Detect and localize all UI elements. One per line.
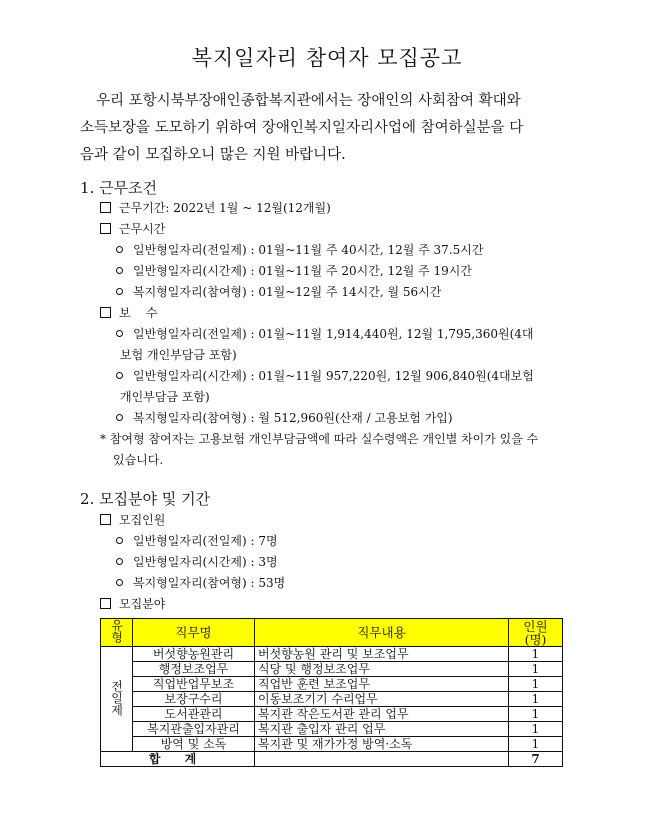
checkbox-square-icon xyxy=(100,202,111,213)
pay-label xyxy=(100,304,157,321)
bullet-circle-icon xyxy=(116,246,123,253)
bullet-circle-icon xyxy=(116,267,123,274)
recruit-item xyxy=(116,532,278,549)
pay-item-text: 일반형일자리(전일제) : 01월~11월 1,914,440원, 12월 1,795,360원(4대 xyxy=(133,327,534,341)
page-title: 복지일자리 참여자 모집공고 xyxy=(191,46,463,70)
bullet-circle-icon xyxy=(116,579,123,586)
job-cell: 행정보조업무 xyxy=(133,662,255,677)
checkbox-square-icon xyxy=(100,514,111,525)
field-label-text: 모집분야 xyxy=(119,597,166,611)
bullet-circle-icon xyxy=(116,558,123,565)
total-label xyxy=(101,752,255,767)
field-label xyxy=(100,595,165,612)
recruit-label-text: 모집인원 xyxy=(119,513,166,527)
type-cell-text: 전일제 xyxy=(109,679,124,716)
content-cell: 식당 및 행정보조업무 xyxy=(255,662,509,677)
job-cell: 도서관관리 xyxy=(133,707,255,722)
content-cell: 복지관 출입자 관리 업무 xyxy=(255,722,509,737)
job-cell: 보장구수리 xyxy=(133,692,255,707)
hours-item xyxy=(116,241,483,258)
intro-line-3: 음과 같이 모집하오니 많은 지원 바랍니다. xyxy=(80,147,346,163)
table-header-row xyxy=(101,619,563,647)
pay-item-text: 일반형일자리(시간제) : 01월~11월 957,220원, 12월 906,840원(4대보험 xyxy=(133,369,534,383)
bullet-circle-icon xyxy=(116,372,123,379)
hours-item-text: 일반형일자리(시간제) : 01월~11월 주 20시간, 12월 주 19시간 xyxy=(133,264,472,278)
table-row xyxy=(101,647,563,662)
work-period xyxy=(100,199,331,216)
section-1-heading: 1. 근무조건 xyxy=(80,179,158,197)
table-row xyxy=(101,677,563,692)
recruit-item xyxy=(116,553,278,570)
header-count-text: 인원(명) xyxy=(523,618,548,647)
pay-item-continuation: 보험 개인부담금 포함) xyxy=(120,348,237,362)
job-cell: 복지관출입자관리 xyxy=(133,722,255,737)
recruit-item-text: 일반형일자리(시간제) : 3명 xyxy=(133,555,278,569)
intro-line-2: 소득보장을 도모하기 위하여 장애인복지일자리사업에 참여하실분을 다 xyxy=(80,120,524,136)
hours-item-text: 일반형일자리(전일제) : 01월~11월 주 40시간, 12월 주 37.5시간 xyxy=(133,243,484,257)
pay-item xyxy=(116,367,534,384)
pay-item xyxy=(116,325,534,342)
header-type xyxy=(101,619,133,647)
hours-item xyxy=(116,283,441,300)
content-cell: 이동보조기기 수리업무 xyxy=(255,692,509,707)
total-label-text: 합 계 xyxy=(148,752,207,766)
bullet-circle-icon xyxy=(116,414,123,421)
header-count xyxy=(509,619,563,647)
table-row xyxy=(101,707,563,722)
hours-item xyxy=(116,262,472,279)
bullet-circle-icon xyxy=(116,537,123,544)
recruit-item-text: 복지형일자리(참여형) : 53명 xyxy=(133,576,286,590)
content-cell: 복지관 작은도서관 관리 업무 xyxy=(255,707,509,722)
recruit-item-text: 일반형일자리(전일제) : 7명 xyxy=(133,534,278,548)
count-cell: 1 xyxy=(509,677,563,692)
content-cell: 버섯향농원 관리 및 보조업무 xyxy=(255,647,509,662)
checkbox-square-icon xyxy=(100,307,111,318)
job-cell: 직업반업무보조 xyxy=(133,677,255,692)
checkbox-square-icon xyxy=(100,598,111,609)
table-total-row xyxy=(101,752,563,767)
total-empty-cell xyxy=(255,752,509,767)
count-cell: 1 xyxy=(509,662,563,677)
count-cell: 1 xyxy=(509,707,563,722)
job-cell: 방역 및 소독 xyxy=(133,737,255,752)
pay-item xyxy=(116,409,453,426)
checkbox-square-icon xyxy=(100,223,111,234)
count-cell: 1 xyxy=(509,722,563,737)
bullet-circle-icon xyxy=(116,330,123,337)
content-cell: 복지관 및 재가가정 방역·소독 xyxy=(255,737,509,752)
jobs-table xyxy=(100,618,563,767)
bullet-circle-icon xyxy=(116,288,123,295)
job-cell: 버섯향농원관리 xyxy=(133,647,255,662)
work-hours-label-text: 근무시간 xyxy=(119,222,166,236)
count-cell: 1 xyxy=(509,737,563,752)
count-cell: 1 xyxy=(509,692,563,707)
table-row xyxy=(101,722,563,737)
pay-label-text: 보 수 xyxy=(119,306,158,320)
note-line-1: * 참여형 참여자는 고용보험 개인부담금액에 따라 실수령액은 개인별 차이가 있을 수 xyxy=(100,432,539,446)
header-job: 직무명 xyxy=(133,619,255,647)
work-period-text: 근무기간: 2022년 1월 ~ 12월(12개월) xyxy=(119,201,331,215)
recruit-item xyxy=(116,574,285,591)
content-cell: 직업반 훈련 보조업무 xyxy=(255,677,509,692)
header-type-text: 유형 xyxy=(109,619,124,643)
work-hours-label xyxy=(100,220,165,237)
table-row xyxy=(101,737,563,752)
hours-item-text: 복지형일자리(참여형) : 01월~12월 주 14시간, 월 56시간 xyxy=(133,285,442,299)
header-content: 직무내용 xyxy=(255,619,509,647)
recruit-label xyxy=(100,511,165,528)
pay-item-continuation: 개인부담금 포함) xyxy=(120,390,210,404)
table-row xyxy=(101,692,563,707)
intro-line-1: 우리 포항시북부장애인종합복지관에서는 장애인의 사회참여 확대와 xyxy=(96,93,521,109)
table-row xyxy=(101,662,563,677)
total-value: 7 xyxy=(509,752,563,767)
note-line-2: 있습니다. xyxy=(113,453,164,467)
section-2-heading: 2. 모집분야 및 기간 xyxy=(80,490,211,508)
count-cell: 1 xyxy=(509,647,563,662)
pay-item-text: 복지형일자리(참여형) : 월 512,960원(산재 / 고용보험 가입) xyxy=(133,411,453,425)
type-cell xyxy=(101,647,133,752)
